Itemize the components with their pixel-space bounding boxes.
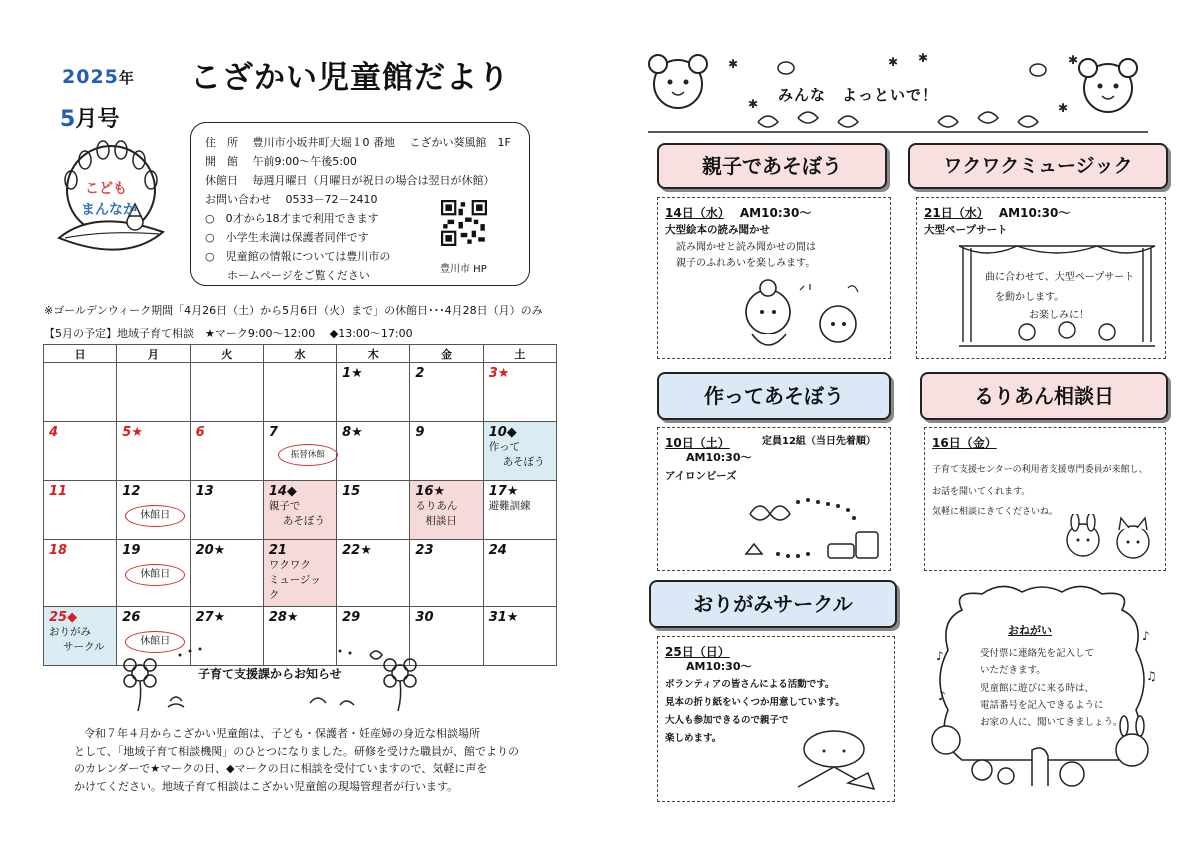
oyako-line2: 親子のふれあいを楽しみます。	[676, 258, 816, 269]
calendar-cell	[337, 363, 410, 422]
day-header: 月	[117, 345, 190, 363]
calendar-cell	[483, 481, 556, 540]
calendar-cell	[44, 481, 117, 540]
info-guardian: ○ 小学生未満は保護者同伴です	[205, 231, 369, 244]
music-line2: を動かします。	[995, 292, 1065, 303]
origami-time: AM10:30～	[686, 660, 752, 673]
day-header: 金	[410, 345, 483, 363]
calendar-cell	[44, 540, 117, 607]
date-number: 28★	[268, 610, 299, 625]
date-number: 13	[195, 484, 214, 499]
minna-title: みんな よっといで！	[778, 86, 939, 104]
closed-oval: 休館日	[125, 505, 185, 527]
calendar-cell	[263, 540, 336, 607]
svg-text:♫: ♫	[1146, 669, 1157, 683]
closed-oval: 休館日	[125, 631, 185, 653]
calendar-cell	[263, 481, 336, 540]
support-line: として、「地域子育て相談機関」のひとつになりました。研修を受けた職員が、館でよりの	[74, 744, 520, 758]
calendar-cell	[483, 422, 556, 481]
mother-child-illustration	[738, 276, 878, 354]
calendar-cell	[117, 363, 190, 422]
tsukutte-title: アイロンビーズ	[665, 470, 737, 482]
schedule-legend: 【5月の予定】地域子育て相談 ★マーク9:00～12:00 ◆13:00～17:00	[44, 327, 413, 340]
svg-text:✱: ✱	[1058, 101, 1069, 115]
date-number: 4	[49, 425, 59, 440]
date-number: 12	[122, 484, 141, 499]
date-number: 21	[268, 543, 287, 558]
date-number: 19	[122, 543, 141, 558]
calendar-cell	[44, 363, 117, 422]
onegai-line5: お家の人に、聞いてきましょう。	[980, 717, 1123, 728]
date-number: 15	[342, 484, 361, 499]
calendar-cell	[117, 481, 190, 540]
support-title: 子育て支援課からお知らせ	[198, 667, 342, 681]
calendar-cell	[337, 481, 410, 540]
date-number: 27★	[195, 610, 226, 625]
day-header: 木	[337, 345, 410, 363]
calendar-table	[43, 344, 557, 666]
event-note: あそぼう	[282, 515, 325, 527]
info-hours: 開 館 午前9:00～午後5:00	[205, 155, 357, 168]
ruri-line2: お話を聞いてくれます。	[932, 487, 1031, 497]
date-number: 17★	[488, 484, 519, 499]
calendar-cell	[263, 363, 336, 422]
date-number: 29	[342, 610, 361, 625]
calendar-cell	[410, 540, 483, 607]
origami-banner: おりがみサークル	[649, 580, 897, 628]
calendar-cell	[483, 540, 556, 607]
date-number: 5★	[122, 425, 143, 440]
issue-year: 2025年	[62, 66, 135, 88]
date-number: 1★	[342, 366, 363, 381]
day-header: 火	[190, 345, 263, 363]
oyako-title: 大型絵本の読み聞かせ	[665, 224, 770, 236]
support-line: かけてください。地域子育て相談はこざかい児童館の現場管理者が行います。	[74, 779, 459, 793]
date-number: 22★	[342, 543, 372, 558]
event-note: おりがみ	[49, 626, 91, 638]
music-box	[916, 197, 1166, 359]
ruri-box	[924, 427, 1166, 571]
calendar-cell	[483, 363, 556, 422]
onegai-title: おねがい	[1008, 624, 1052, 637]
ruri-line3: 気軽に相談にきてくださいね。	[932, 507, 1059, 517]
issue-month: 5月号	[60, 107, 120, 132]
info-web-2: ホームページをご覧ください	[205, 269, 370, 282]
day-header: 日	[44, 345, 117, 363]
origami-line2: 見本の折り紙をいくつか用意しています。	[665, 697, 845, 708]
day-header: 土	[483, 345, 556, 363]
calendar-week	[44, 481, 557, 540]
onegai-line4: 電話番号を記入できるように	[980, 700, 1104, 711]
day-header: 水	[263, 345, 336, 363]
date-number: 25◆	[49, 610, 78, 625]
calendar-cell	[44, 607, 117, 666]
date-number: 2	[415, 366, 425, 381]
event-note: サークル	[63, 641, 105, 653]
origami-line4: 楽しめます。	[665, 733, 722, 744]
date-number: 8★	[342, 425, 363, 440]
support-line: 令和７年４月からこざかい児童館は、子ども・保護者・妊産婦の身近な相談場所	[84, 727, 480, 740]
oyako-line1: 読み聞かせと読み聞かせの間は	[676, 242, 816, 253]
oyako-date: 14日（水）	[665, 206, 724, 220]
event-note: ミュージック	[268, 574, 321, 601]
music-line1: 曲に合わせて、大型ペープサート	[985, 272, 1135, 283]
calendar-week	[44, 363, 557, 422]
music-time: AM10:30～	[998, 206, 1071, 220]
logo-text-mannaka: まんなか	[81, 202, 137, 218]
origami-box	[657, 636, 895, 802]
date-number: 14◆	[268, 484, 297, 499]
calendar-cell	[190, 422, 263, 481]
svg-text:✱: ✱	[748, 97, 759, 111]
calendar-cell	[410, 481, 483, 540]
closed-oval: 振替休館	[278, 444, 338, 466]
iron-beads-illustration	[738, 494, 888, 566]
info-age: ○ 0才から18才まで利用できます	[205, 212, 379, 225]
support-line: のカレンダーで★マークの日、◆マークの日に相談を受付ていますので、気軽に声を	[74, 762, 488, 775]
date-number: 7	[268, 425, 278, 440]
calendar-cell	[483, 607, 556, 666]
kodomo-mannaka-logo	[55, 138, 167, 268]
date-number: 24	[488, 543, 507, 558]
calendar-week	[44, 540, 557, 607]
ruri-banner: るりあん相談日	[920, 372, 1168, 420]
calendar-header-row	[44, 345, 557, 363]
origami-line3: 大人も参加できるので親子で	[665, 715, 789, 726]
calendar-week	[44, 422, 557, 481]
tsukutte-banner: 作ってあそぼう	[657, 372, 891, 420]
calendar-cell	[337, 540, 410, 607]
onegai-line3: 児童館に遊びに来る時は、	[980, 683, 1095, 694]
date-number: 11	[49, 484, 68, 499]
date-number: 20★	[195, 543, 226, 558]
tsukutte-box	[657, 427, 891, 571]
child-folding-illustration	[778, 727, 888, 797]
closed-oval: 休館日	[125, 564, 185, 586]
event-note: あそぼう	[502, 456, 545, 468]
tsukutte-date: 10日（土）	[665, 436, 730, 450]
calendar-cell	[410, 363, 483, 422]
oyako-time: AM10:30～	[739, 206, 812, 220]
origami-date: 25日（日）	[665, 645, 730, 659]
info-web-1: ○ 児童館の情報については豊川市の	[205, 250, 391, 263]
onegai-line1: 受付票に連絡先を記入して	[980, 648, 1095, 659]
qr-label: 豊川市 HP	[440, 264, 487, 275]
svg-text:♪: ♪	[1142, 629, 1150, 643]
date-number: 3★	[488, 366, 510, 381]
tsukutte-capacity: 定員12組（当日先着順）	[762, 436, 876, 447]
ruri-line1: 子育て支援センターの利用者支援専門委員が来館し、	[932, 465, 1148, 475]
svg-text:✱: ✱	[728, 57, 739, 71]
date-number: 23	[415, 543, 434, 558]
calendar-cell	[190, 481, 263, 540]
date-number: 9	[415, 425, 425, 440]
info-closed: 休館日 毎週月曜日（月曜日が祝日の場合は翌日が休館）	[205, 174, 495, 187]
gw-notice: ※ゴールデンウィーク期間「4月26日（土）から5月6日（火）まで」の休館日･･･4月28日（月）のみ	[44, 304, 543, 317]
event-note: 親子で	[268, 500, 301, 512]
calendar-cell	[117, 422, 190, 481]
date-number: 18	[49, 543, 68, 558]
event-note: ワクワク	[268, 559, 311, 571]
calendar-cell	[190, 363, 263, 422]
date-number: 16★	[415, 484, 446, 499]
svg-text:♪: ♪	[938, 689, 946, 703]
date-number: 10◆	[488, 425, 517, 440]
logo-text-kodomo: こども	[85, 181, 127, 197]
event-note: 相談日	[425, 515, 457, 527]
music-title: 大型ペープサート	[924, 224, 1008, 236]
calendar-cell	[410, 422, 483, 481]
qr-code-icon[interactable]	[441, 200, 487, 246]
svg-text:✱: ✱	[1068, 53, 1079, 67]
date-number: 31★	[488, 610, 519, 625]
origami-line1: ボランティアの皆さんによる活動です。	[665, 679, 835, 690]
event-note: 作って	[488, 441, 521, 453]
svg-text:✱: ✱	[888, 55, 899, 69]
info-address: 住 所 豊川市小坂井町大堀１0 番地 こざかい葵風館 1F	[205, 136, 511, 149]
calendar-cell	[44, 422, 117, 481]
oyako-banner: 親子であそぼう	[657, 143, 887, 189]
ruri-date: 16日（金）	[932, 436, 997, 450]
music-date: 21日（水）	[924, 206, 983, 220]
music-line3: お楽しみに！	[1029, 310, 1089, 321]
calendar-cell	[263, 422, 336, 481]
svg-text:✱: ✱	[918, 51, 929, 65]
date-number: 26	[122, 610, 141, 625]
music-banner: ワクワクミュージック	[908, 143, 1168, 189]
support-text	[74, 725, 544, 795]
tsukutte-time: AM10:30～	[686, 451, 752, 464]
event-note: るりあん	[415, 500, 458, 512]
svg-text:♪: ♪	[936, 649, 944, 663]
date-number: 6	[195, 425, 205, 440]
event-note: 避難訓練	[488, 500, 531, 512]
info-contact: お問い合わせ 0533－72－2410	[205, 193, 378, 206]
animals-illustration	[1053, 514, 1161, 568]
calendar-cell	[337, 422, 410, 481]
onegai-line2: いただきます。	[980, 665, 1046, 676]
date-number: 30	[415, 610, 434, 625]
page-title: こざかい児童館だより	[190, 60, 510, 96]
calendar-cell	[117, 540, 190, 607]
calendar-cell	[190, 540, 263, 607]
oyako-box	[657, 197, 891, 359]
